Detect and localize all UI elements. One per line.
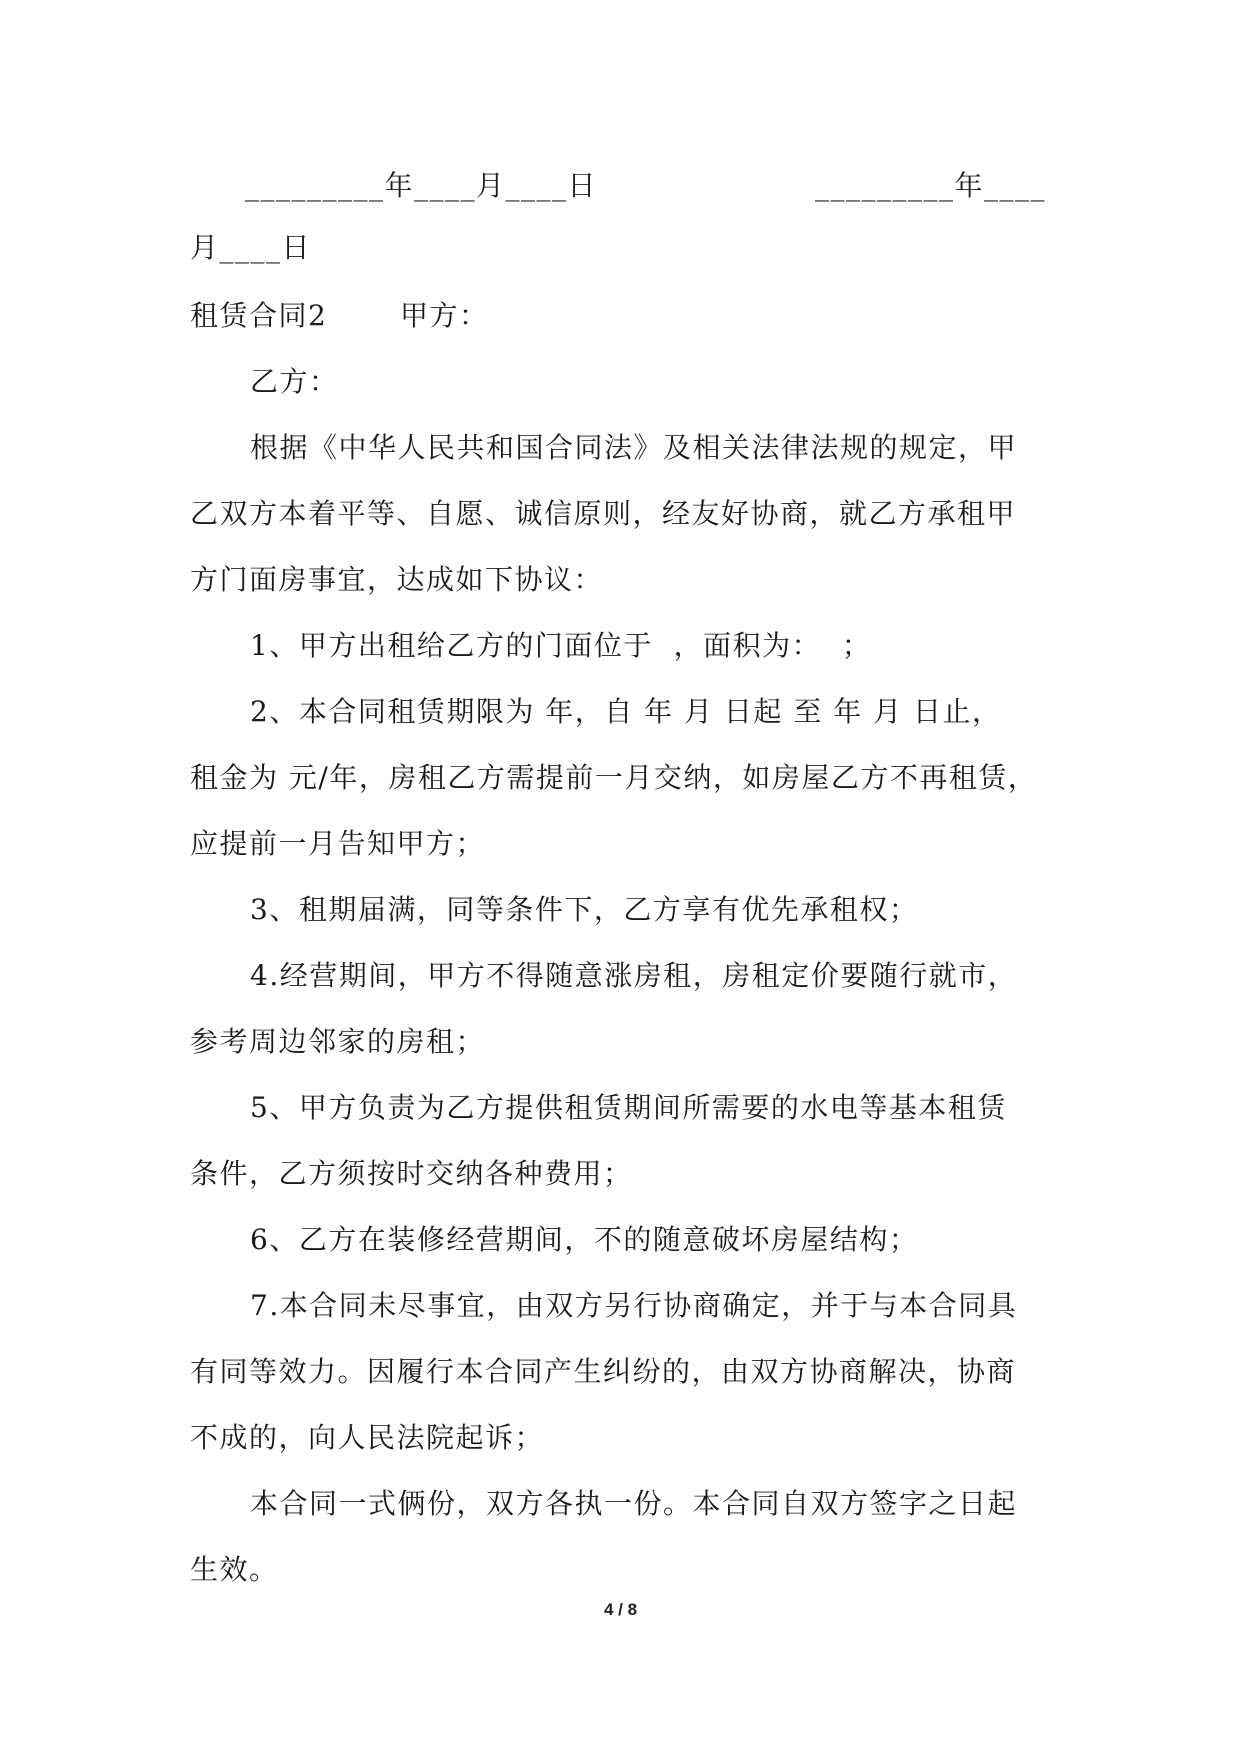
clause-4-line-1: 4.经营期间，甲方不得随意涨房租，房租定价要随行就市， (250, 959, 1018, 992)
party-a-label: 甲方： (400, 299, 489, 332)
contract-title: 租赁合同2 (190, 299, 328, 332)
page-number: 4 / 8 (603, 1600, 638, 1619)
party-b-label: 乙方： (250, 365, 339, 398)
signature-date-right-part2: 月____日 (190, 231, 312, 264)
clause-4-line-2: 参考周边邻家的房租； (190, 1025, 486, 1058)
clause-5-line-2: 条件，乙方须按时交纳各种费用； (190, 1157, 633, 1190)
clause-2-line-3: 应提前一月告知甲方； (190, 827, 486, 860)
clause-7-line-3: 不成的，向人民法院起诉； (190, 1421, 545, 1454)
signature-date-left: _________年____月____日 (245, 169, 598, 202)
signature-date-right-part1: _________年____ (815, 169, 1047, 202)
intro-line-3: 方门面房事宜，达成如下协议： (190, 563, 604, 596)
closing-line-1: 本合同一式俩份，双方各执一份。本合同自双方签字之日起 (250, 1487, 1018, 1520)
clause-1: 1、甲方出租给乙方的门面位于 ，面积为： ； (250, 629, 872, 662)
clause-7-line-2: 有同等效力。因履行本合同产生纠纷的，由双方协商解决，协商 (190, 1355, 1017, 1388)
clause-7-line-1: 7.本合同未尽事宜，由双方另行协商确定，并于与本合同具 (250, 1289, 1018, 1322)
clause-6: 6、乙方在装修经营期间，不的随意破坏房屋结构； (250, 1223, 919, 1256)
clause-5-line-1: 5、甲方负责为乙方提供租赁期间所需要的水电等基本租赁 (250, 1091, 1007, 1124)
clause-2-line-1: 2、本合同租赁期限为 年，自 年 月 日起 至 年 月 日止， (250, 695, 1002, 728)
clause-2-line-2: 租金为 元/年，房租乙方需提前一月交纳，如房屋乙方不再租赁， (190, 761, 1038, 794)
intro-line-1: 根据《中华人民共和国合同法》及相关法律法规的规定，甲 (250, 431, 1018, 464)
closing-line-2: 生效。 (190, 1553, 279, 1586)
intro-line-2: 乙双方本着平等、自愿、诚信原则，经友好协商，就乙方承租甲 (190, 497, 1017, 530)
clause-3: 3、租期届满，同等条件下，乙方享有优先承租权； (250, 893, 919, 926)
